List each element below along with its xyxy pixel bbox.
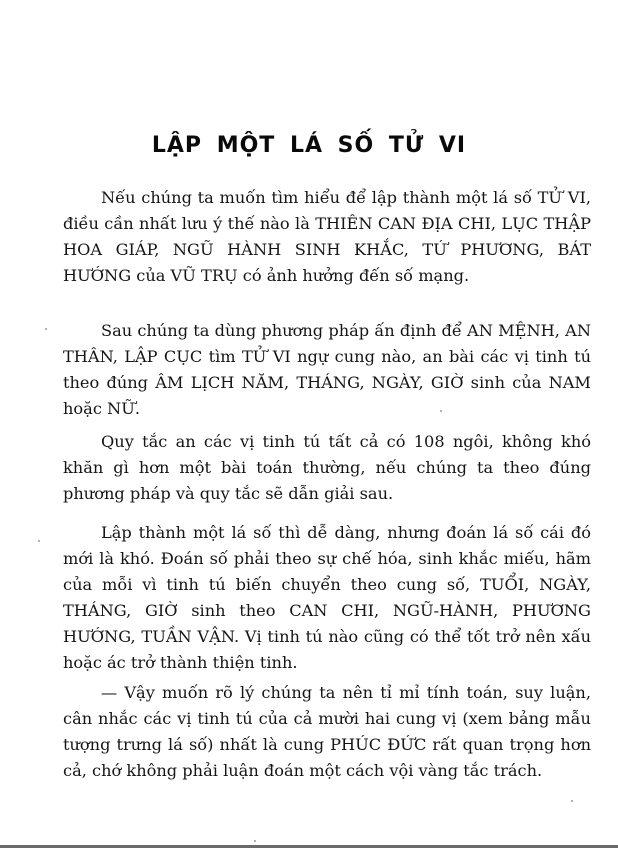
paragraph: Quy tắc an các vị tinh tú tất cả có 108 ngôi, không khó khăn gì hơn một bài toán thường, nếu chúng ta theo đúng phương pháp và quy tắc sẽ dẫn giải sau. xyxy=(63,432,591,503)
paragraph: Nếu chúng ta muốn tìm hiểu để lập thành một lá số TỬ VI, điều cần nhất lưu ý thế nào là THIÊN CAN ĐỊA CHI, LỤC THẬP HOA GIÁP, NGŨ HÀNH SINH KHẮC, TỨ PHƯƠNG, BÁT HƯỚNG của VŨ TRỤ có ảnh hưởng đến số mạng. xyxy=(63,188,591,285)
paragraph-4-block xyxy=(63,520,591,676)
scan-speck xyxy=(38,540,40,542)
chapter-title: LẬP MỘT LÁ SỐ TỬ VI xyxy=(151,132,467,158)
paragraph-1-block xyxy=(63,185,591,289)
scan-speck xyxy=(45,328,47,330)
paragraph-3-block xyxy=(63,429,591,507)
paragraph: Lập thành một lá số thì dễ dàng, nhưng đoán lá số cái đó mới là khó. Đoán số phải theo sự chế hóa, sinh khắc miếu, hãm của mỗi vì tinh tú biến chuyển theo cung số, TUỔI, NGÀY, THÁNG, GIỜ sinh theo CAN CHI, NGŨ-HÀNH, PHƯƠNG HƯỚNG, TUẦN VẬN. Vị tinh tú nào cũng có thể tốt trở nên xấu hoặc ác trở thành thiện tinh. xyxy=(63,523,591,672)
paragraph: — Vậy muốn rõ lý chúng ta nên tỉ mỉ tính toán, suy luận, cân nhắc các vị tinh tú của cả mười hai cung vị (xem bảng mẫu tượng trưng lá số) nhất là cung PHÚC ĐỨC rất quan trọng hơn cả, chớ không phải luận đoán một cách vội vàng tắc trách. xyxy=(63,683,591,780)
scan-speck xyxy=(440,410,442,412)
scan-speck xyxy=(571,800,573,802)
paragraph-2-block xyxy=(63,318,591,422)
paragraph-5-block xyxy=(63,680,591,784)
scan-speck xyxy=(254,840,256,842)
paragraph: Sau chúng ta dùng phương pháp ấn định để AN MỆNH, AN THÂN, LẬP CỤC tìm TỬ VI ngự cung nào, an bài các vị tinh tú theo đúng ÂM LỊCH NĂM, THÁNG, NGÀY, GIỜ sinh của NAM hoặc NỮ. xyxy=(63,321,591,418)
